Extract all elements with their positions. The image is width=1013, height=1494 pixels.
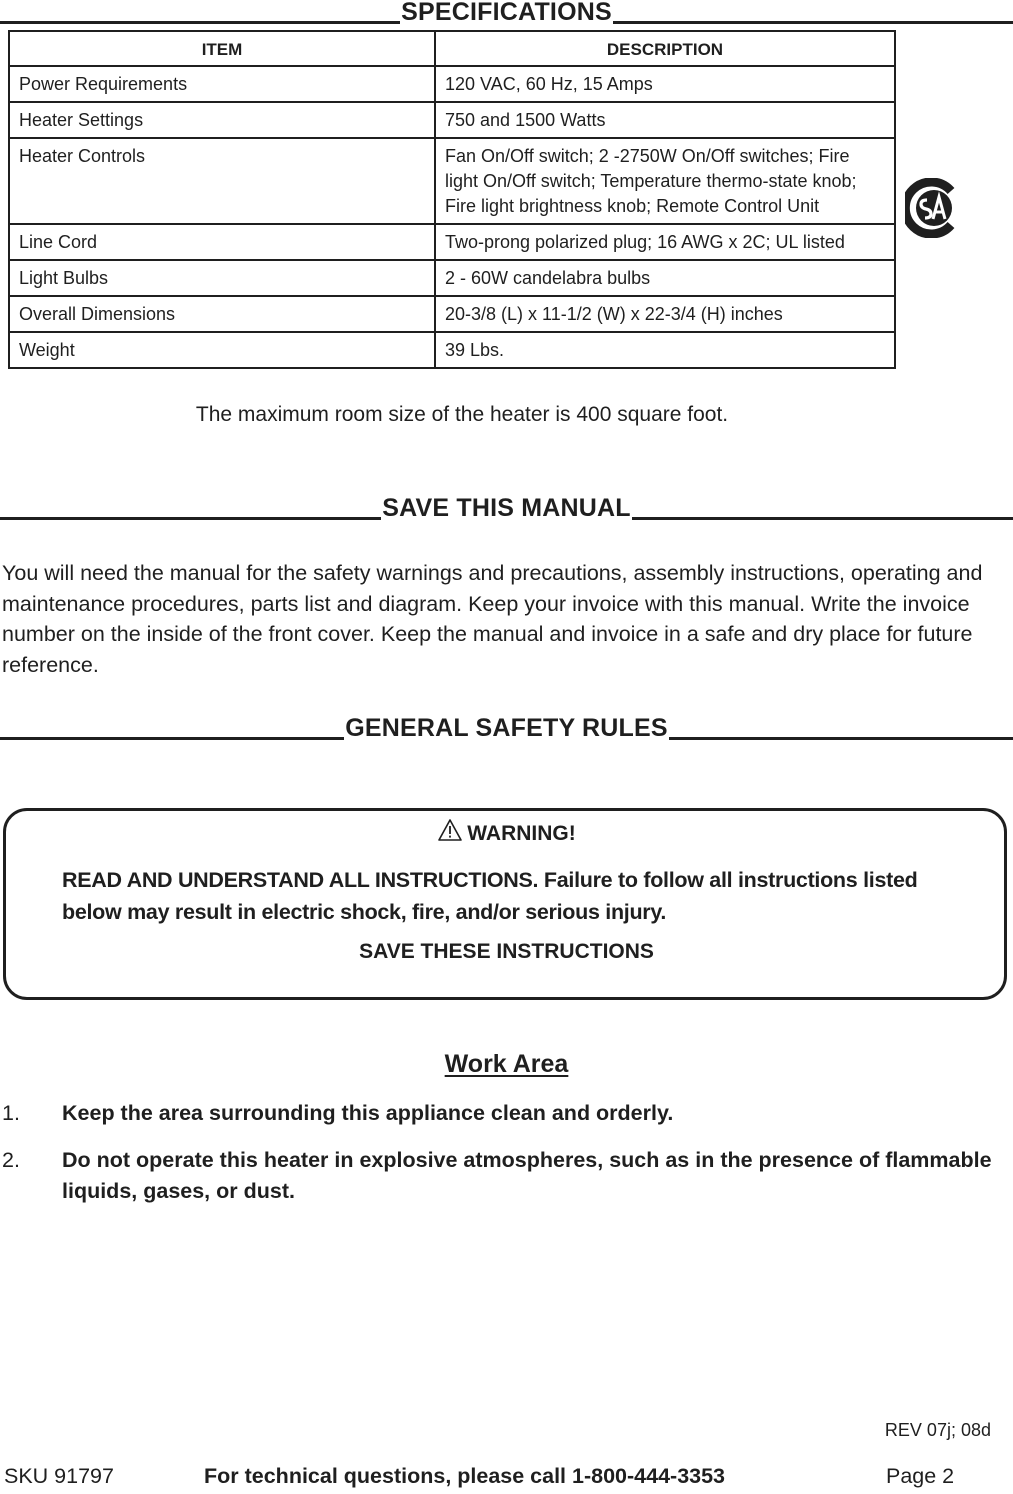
item-cell: Weight [9, 332, 435, 368]
list-item-text: Keep the area surrounding this appliance clean and orderly. [62, 1101, 674, 1125]
work-area-heading: Work Area [444, 1050, 569, 1078]
description-cell: 750 and 1500 Watts [435, 102, 895, 138]
revision-label: REV 07j; 08d [884, 1420, 991, 1440]
sku-label: SKU 91797 [4, 1464, 114, 1488]
item-cell: Overall Dimensions [9, 296, 435, 332]
warning-text: READ AND UNDERSTAND ALL INSTRUCTIONS. Failure to follow all instructions listed below may result in electric shock, fire, and/or serious injury. [62, 868, 918, 924]
item-cell: Heater Settings [9, 102, 435, 138]
warning-triangle-icon [437, 818, 463, 842]
technical-support-text: For technical questions, please call 1-800-444-3353 [204, 1464, 726, 1488]
description-cell: 20-3/8 (L) x 11-1/2 (W) x 22-3/4 (H) inches [435, 296, 895, 332]
description-cell: Fan On/Off switch; 2 -2750W On/Off switches; Fire light On/Off switch; Temperature thermo-state knob; Fire light brightness knob; Remote Control Unit [435, 138, 895, 224]
column-header-description: DESCRIPTION [435, 31, 895, 66]
room-size-note: The maximum room size of the heater is 400 square foot. [195, 403, 729, 426]
warning-title: WARNING! [0, 818, 1013, 846]
save-manual-heading: SAVE THIS MANUAL [0, 490, 1013, 520]
item-cell: Line Cord [9, 224, 435, 260]
description-cell: 120 VAC, 60 Hz, 15 Amps [435, 66, 895, 102]
specifications-heading: SPECIFICATIONS [0, 0, 1013, 24]
description-cell: 39 Lbs. [435, 332, 895, 368]
save-manual-text: You will need the manual for the safety warnings and precautions, assembly instructions, operating and maintenance procedures, parts list and diagram. Keep your invoice with this manual. Write the invoice number on the inside of the front cover. Keep the manual and invoice in a safe and dry place for future reference. [2, 561, 983, 677]
list-item-text: Do not operate this heater in explosive atmospheres, such as in the presence of flammable liquids, gases, or dust. [62, 1148, 992, 1203]
table-row [9, 224, 895, 260]
list-item-number: 2. [2, 1148, 20, 1172]
table-row [9, 66, 895, 102]
list-item-number: 1. [2, 1101, 20, 1125]
item-cell: Light Bulbs [9, 260, 435, 296]
description-cell: Two-prong polarized plug; 16 AWG x 2C; UL listed [435, 224, 895, 260]
save-instructions-text: SAVE THESE INSTRUCTIONS [359, 940, 654, 963]
general-safety-heading: GENERAL SAFETY RULES [0, 710, 1013, 740]
table-row [9, 138, 895, 224]
table-row [9, 296, 895, 332]
table-header-row [9, 31, 895, 66]
table-row [9, 260, 895, 296]
item-cell: Power Requirements [9, 66, 435, 102]
csa-certification-logo-icon [905, 178, 963, 238]
item-cell: Heater Controls [9, 138, 435, 224]
page-number: Page 2 [886, 1464, 955, 1488]
column-header-item: ITEM [9, 31, 435, 66]
table-row [9, 102, 895, 138]
table-row [9, 332, 895, 368]
specifications-table [8, 30, 896, 369]
description-cell: 2 - 60W candelabra bulbs [435, 260, 895, 296]
